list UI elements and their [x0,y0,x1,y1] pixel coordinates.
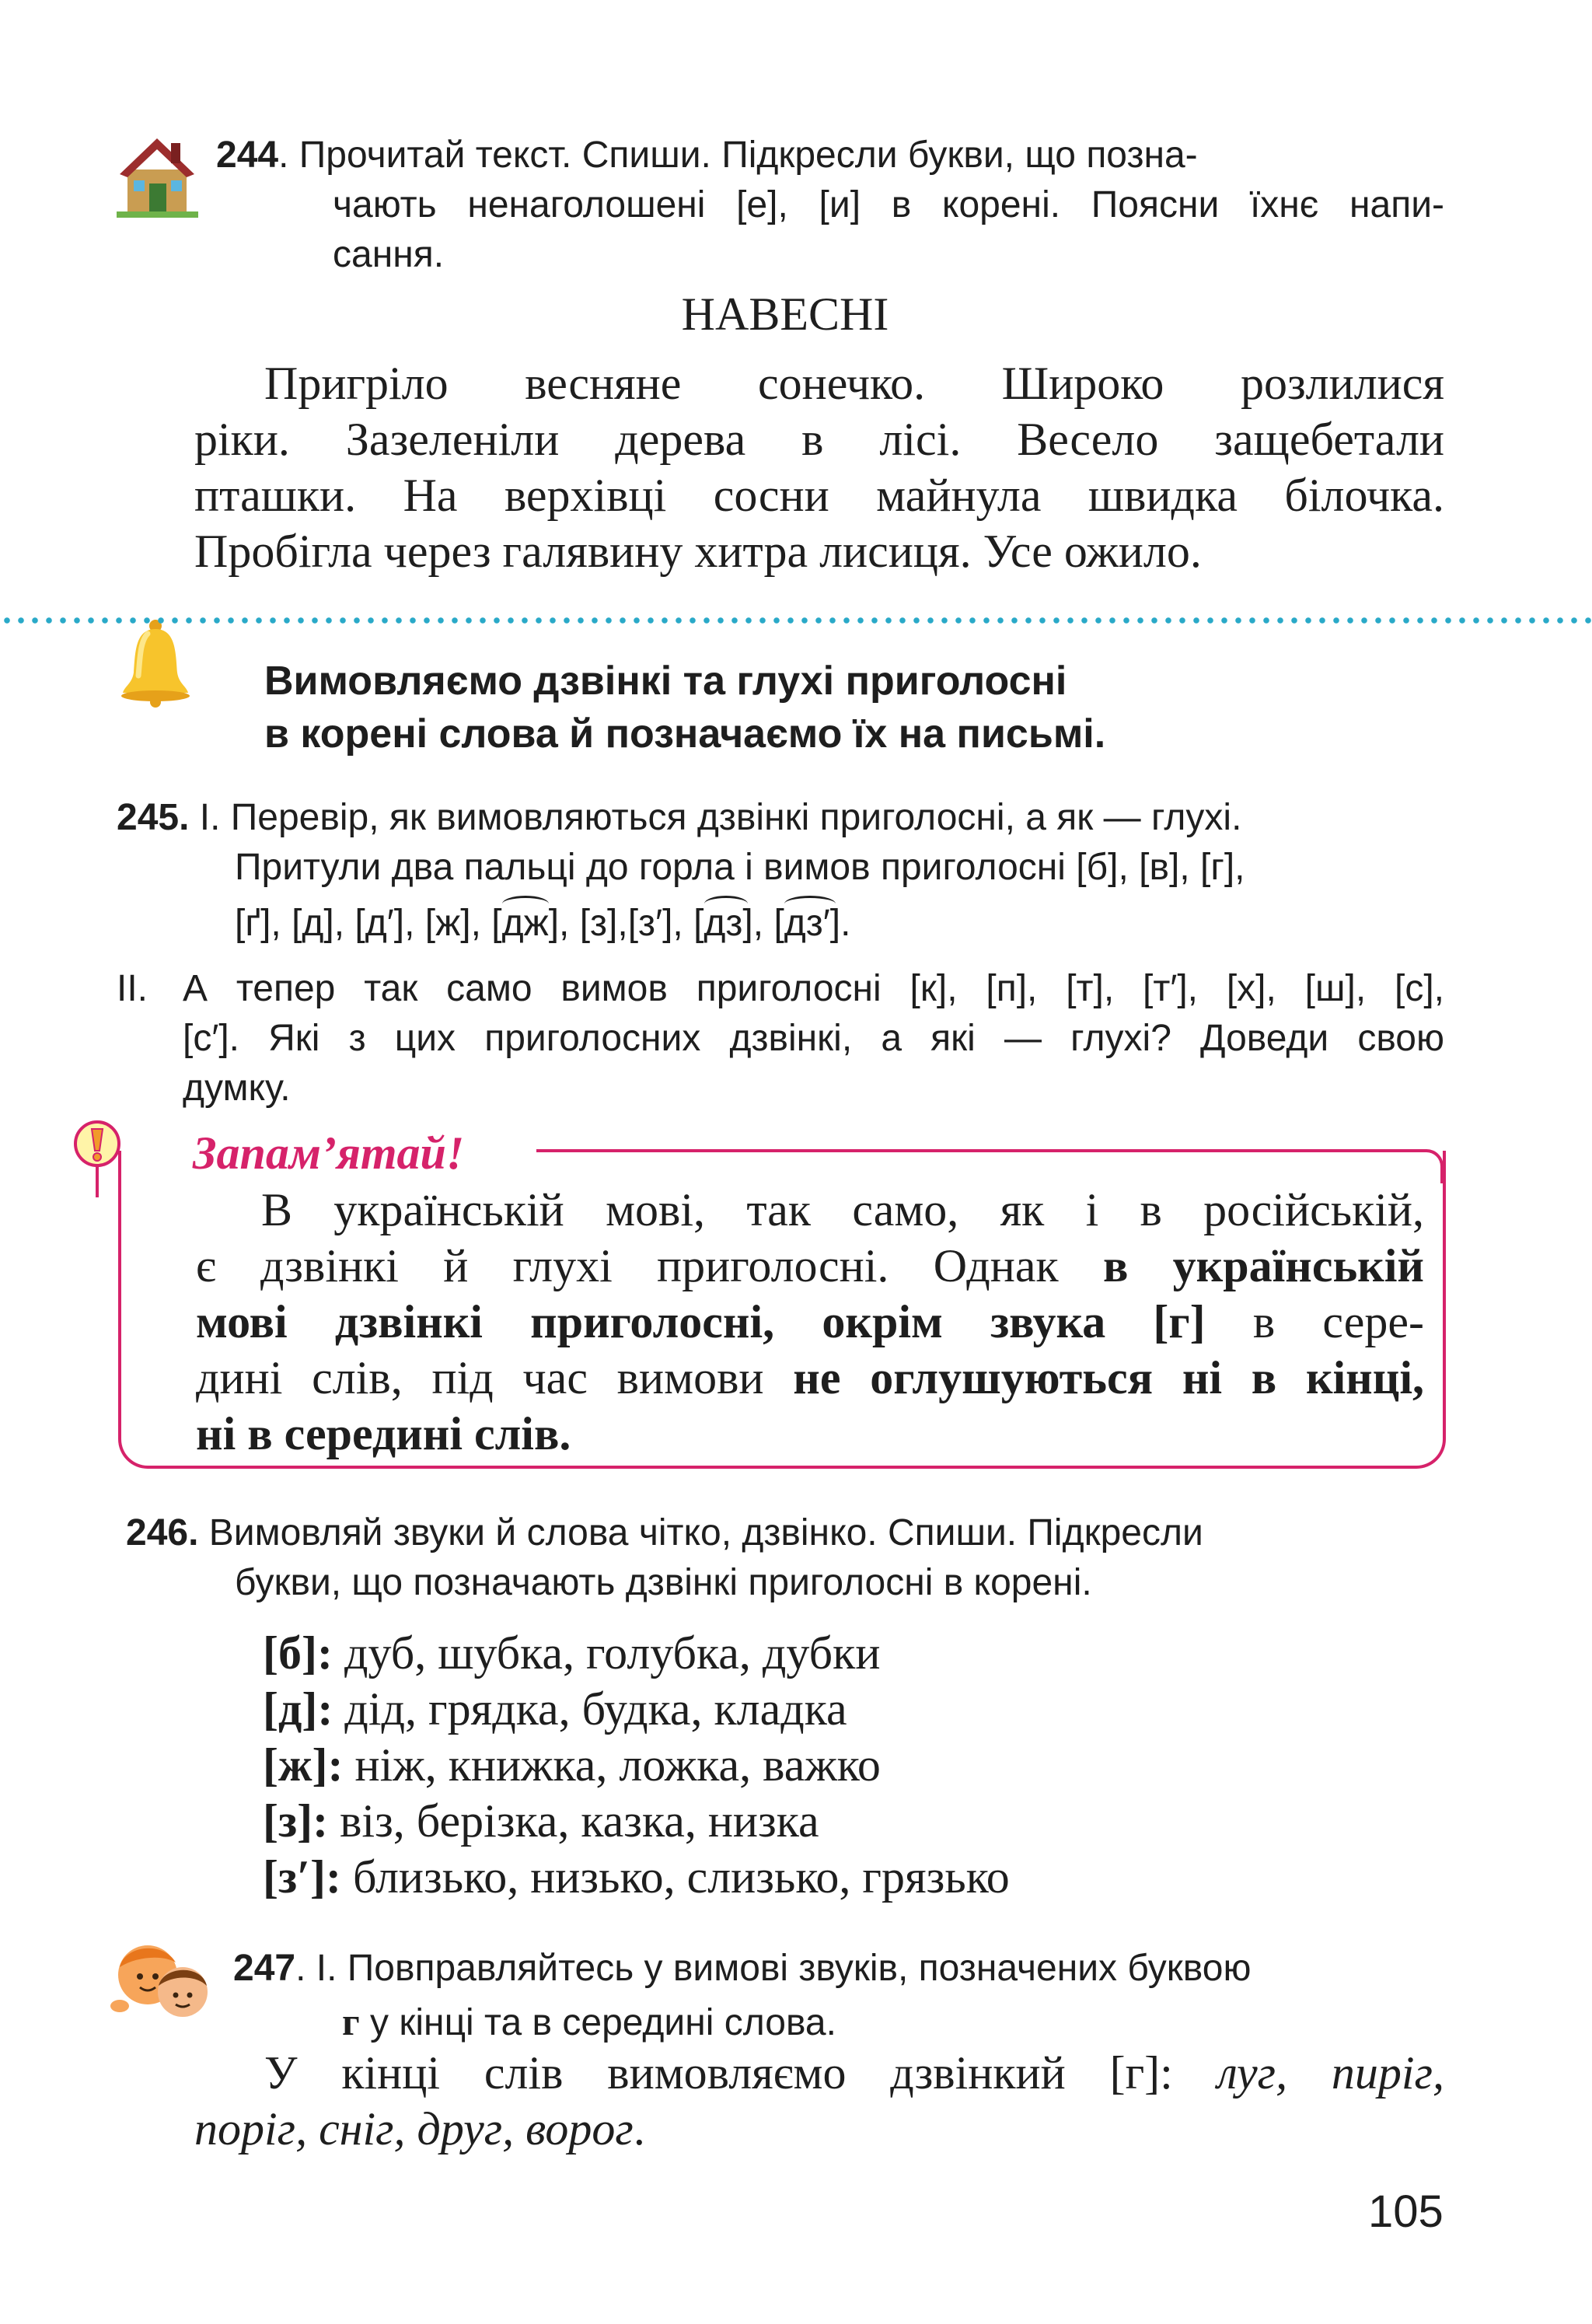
section-heading-line-2: в корені слова й позначаємо їх на письмі. [264,711,1106,757]
affricate-label: [дж] [491,903,560,944]
sound-label: [з′]: [263,1851,341,1903]
example-words: луг, пиріг, [1217,2047,1444,2099]
word-list: дуб, шубка, голубка, дубки [332,1627,881,1679]
affricate-dzs [773,899,840,949]
bell-icon [117,618,194,708]
word-list: ніж, книжка, ложка, важко [343,1739,881,1791]
part-2-label: ІІ. [117,968,148,1009]
house-icon [117,132,198,218]
page-number: 105 [1368,2186,1444,2237]
exercise-247-line-1 [233,1944,1251,1994]
section-heading-line-1: Вимовляємо дзвінкі та глухі приголосні [264,659,1067,704]
exercise-247-text-line-1 [264,2045,1444,2101]
exclamation-icon [73,1120,121,1197]
text-line-4: Пробігла через галявину хитра лисиця. Усе ожило. [194,526,1202,577]
tie-arc [502,896,549,912]
exercise-text: . Прочитай текст. Спиши. Підкресли букви, що позна- [278,135,1198,176]
rule-line-5 [196,1406,1424,1462]
remember-label: Запам’ятай! [193,1127,465,1179]
sound-label: [б]: [263,1627,333,1679]
text-line-1: Пригріло весняне сонечко. Широко розлилися [264,358,1444,409]
rule-line-3 [196,1294,1424,1350]
sound-label: [з]: [263,1795,329,1847]
sounds-text: [ґ], [д], [д′], [ж], [235,903,492,944]
word-row [263,1737,881,1793]
letter-g: г [342,2000,360,2043]
exercise-text: І. Перевір, як вимовляються дзвінкі приголосні, а як — глухі. [189,797,1242,838]
exercise-244-line-2: чають ненаголошені [е], [и] в корені. Поясни їхнє напи- [333,184,1444,225]
exercise-text: у кінці та в середині слова. [359,2002,836,2043]
exercise-247-text-line-2 [194,2101,645,2157]
text-title: НАВЕСНІ [681,288,889,340]
rule-text-bold: в українській [1102,1240,1424,1291]
rule-text-regular: У кінці слів вимовляємо дзвінкий [г]: [264,2047,1217,2099]
word-row [263,1849,1010,1905]
exercise-245-line-1 [117,793,1241,843]
exercise-244-line-3: сання. [333,234,445,275]
rule-text-bold: ні в середині слів. [196,1408,571,1459]
tie-arc [704,896,748,912]
rule-line-4 [196,1350,1424,1406]
tie-arc [784,896,836,912]
sound-label: [д]: [263,1683,333,1735]
affricate-dz [693,899,753,949]
exercise-246-line-1 [126,1508,1203,1558]
affricate-dzh [491,899,559,949]
exercise-247-line-2 [342,1994,836,2050]
exercise-text: . І. Повправляйтесь у вимові звуків, позначених буквою [295,1948,1252,1989]
sentence-end: . [633,2103,645,2155]
rule-text-regular: є дзвінкі й глухі приголосні. Однак [196,1240,1103,1291]
part-2-line-2: [с′]. Які з цих приголосних дзвінкі, а які — глухі? Доведи свою [183,1018,1444,1059]
exercise-number: 246. [126,1512,199,1553]
rule-line-1: В українській мові, так само, як і в російській, [261,1184,1424,1235]
part-2-line-3: думку. [183,1068,291,1109]
exercise-245-line-3 [235,899,850,949]
rule-text-bold: мові дзвінкі приголосні, окрім звука [г] [196,1296,1206,1347]
exercise-text: Вимовляй звуки й слова чітко, дзвінко. Спиши. Підкресли [198,1512,1203,1553]
exercise-number: 245. [117,797,190,838]
rule-box-top-line [536,1149,1426,1152]
rule-text-regular: в сере- [1205,1296,1424,1347]
sound-label: [ж]: [263,1739,344,1791]
word-list: дід, грядка, будка, кладка [333,1683,847,1735]
sounds-text: . [840,903,851,944]
text-line-2: ріки. Зазеленіли дерева в лісі. Весело защебетали [194,414,1444,465]
rule-line-2 [196,1238,1424,1294]
part-2-line-1: А тепер так само вимов приголосні [к], [п], [т], [т′], [х], [ш], [с], [183,968,1444,1009]
affricate-label: [дз] [693,903,753,944]
rule-text-regular: дині слів, під час вимови [196,1352,794,1403]
example-words: поріг, сніг, друг, ворог [194,2103,634,2155]
exercise-244-line-1 [216,131,1444,180]
text-line-3: пташки. На верхівці сосни майнула швидка білочка. [194,470,1444,521]
exercise-number: 247 [233,1948,296,1989]
affricate-label: [дз′] [773,903,841,944]
sounds-text: , [752,903,774,944]
dotted-divider [0,617,1592,624]
word-row [263,1681,847,1737]
exercise-number: 244 [216,135,279,176]
word-list: віз, берізка, казка, низка [328,1795,819,1847]
rule-text-bold: не оглушуються ні в кінці, [793,1352,1424,1403]
exercise-246-line-2: букви, що позначають дзвінкі приголосні в корені. [235,1562,1092,1603]
sounds-text: , [з],[з′], [559,903,694,944]
exercise-245-line-2: Притули два пальці до горла і вимов приголосні [б], [в], [г], [235,847,1245,888]
word-row [263,1793,819,1849]
word-row [263,1625,880,1681]
rule-text [196,1182,1424,1462]
children-icon [109,1936,218,2022]
word-list: близько, низько, слизько, грязько [340,1851,1010,1903]
